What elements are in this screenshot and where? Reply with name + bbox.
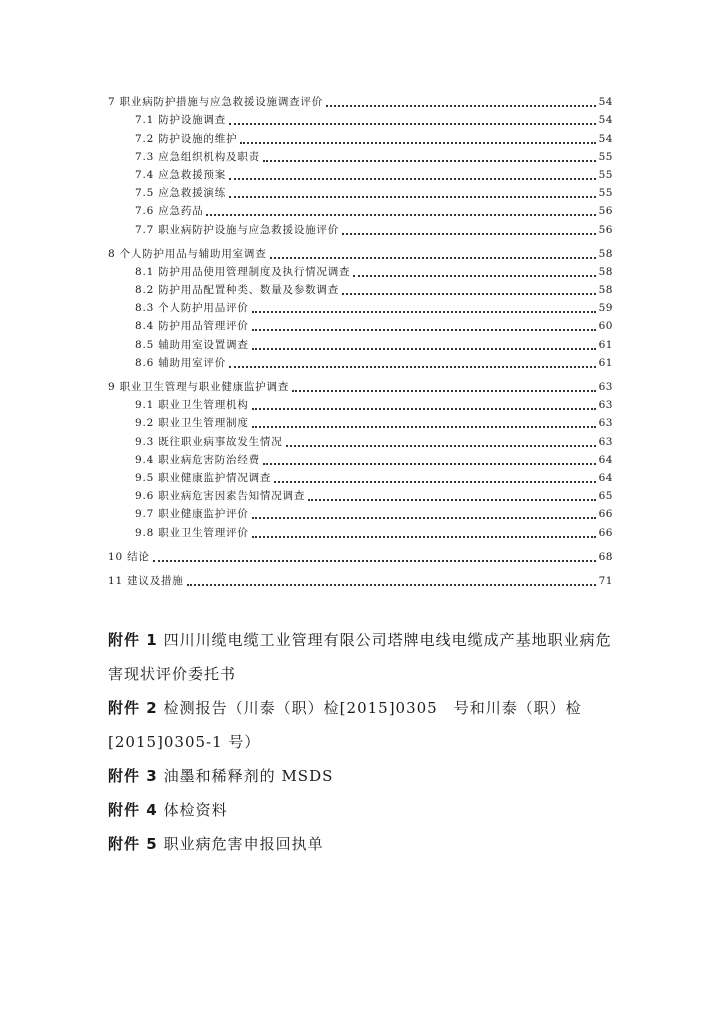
toc-entry-page-number: 71 — [598, 574, 613, 587]
appendix-text: 检测报告（川泰（职）检[2015]0305 号和川泰（职）检[2015]0305-1 号） — [108, 699, 582, 751]
toc-dot-leader — [252, 425, 596, 428]
toc-dot-leader — [252, 328, 596, 331]
toc-entry[interactable] — [108, 317, 613, 335]
toc-dot-leader — [240, 141, 595, 144]
toc-entry-page-number: 66 — [598, 508, 613, 521]
toc-entry[interactable] — [108, 166, 613, 184]
toc-entry-page-number: 64 — [598, 471, 613, 484]
toc-entry-page-number: 64 — [598, 453, 613, 466]
toc-entry[interactable] — [108, 354, 613, 372]
toc-entry-title: 8.6 辅助用室评价 — [135, 356, 227, 369]
toc-entry[interactable] — [108, 414, 613, 432]
appendix-label: 附件 4 — [108, 801, 158, 819]
toc-entry-title: 10 结论 — [108, 550, 150, 563]
appendix-item — [108, 623, 613, 691]
toc-dot-leader — [342, 292, 596, 295]
toc-entry-page-number: 54 — [598, 96, 613, 109]
toc-entry-title: 7.2 防护设施的维护 — [135, 132, 238, 145]
toc-entry-page-number: 55 — [598, 168, 613, 181]
toc-dot-leader — [252, 516, 596, 519]
toc-entry-title: 8.1 防护用品使用管理制度及执行情况调查 — [135, 265, 351, 278]
toc-dot-leader — [342, 232, 596, 235]
toc-entry-page-number: 58 — [598, 247, 613, 260]
toc-entry[interactable] — [108, 93, 613, 111]
toc-entry-title: 9.6 职业病危害因素告知情况调查 — [135, 490, 306, 503]
toc-dot-leader — [326, 104, 596, 107]
toc-entry[interactable] — [108, 469, 613, 487]
toc-entry[interactable] — [108, 523, 613, 541]
toc-entry-title: 8.3 个人防护用品评价 — [135, 302, 249, 315]
toc-entry-title: 7 职业病防护措施与应急救援设施调查评价 — [108, 96, 324, 109]
toc-entry-page-number: 58 — [598, 265, 613, 278]
toc-entry-page-number: 58 — [598, 284, 613, 297]
toc-entry-title: 9.2 职业卫生管理制度 — [135, 417, 249, 430]
appendix-item — [108, 827, 613, 861]
toc-entry-title: 9.1 职业卫生管理机构 — [135, 399, 249, 412]
appendix-text: 职业病危害申报回执单 — [163, 835, 324, 853]
toc-dot-leader — [308, 498, 595, 501]
toc-dot-leader — [252, 347, 596, 350]
toc-dot-leader — [286, 444, 596, 447]
table-of-contents — [108, 93, 613, 590]
toc-dot-leader — [153, 559, 596, 562]
toc-dot-leader — [252, 535, 596, 538]
toc-entry-title: 9.8 职业卫生管理评价 — [135, 526, 249, 539]
toc-dot-leader — [206, 213, 595, 216]
toc-entry-title: 8 个人防护用品与辅助用室调查 — [108, 247, 267, 260]
toc-entry-title: 11 建议及措施 — [108, 574, 184, 587]
toc-entry-title: 9.5 职业健康监护情况调查 — [135, 471, 272, 484]
toc-entry-title: 8.5 辅助用室设置调查 — [135, 338, 249, 351]
appendix-label: 附件 2 — [108, 699, 158, 717]
appendix-item — [108, 759, 613, 793]
toc-entry[interactable] — [108, 335, 613, 353]
toc-dot-leader — [229, 122, 596, 125]
toc-entry[interactable] — [108, 505, 613, 523]
toc-entry-page-number: 63 — [598, 435, 613, 448]
toc-entry[interactable] — [108, 245, 613, 263]
toc-entry-page-number: 56 — [598, 223, 613, 236]
toc-entry-title: 9.3 既往职业病事故发生情况 — [135, 435, 283, 448]
toc-entry-page-number: 66 — [598, 526, 613, 539]
toc-entry[interactable] — [108, 487, 613, 505]
toc-entry-title: 9.7 职业健康监护评价 — [135, 508, 249, 521]
toc-entry[interactable] — [108, 129, 613, 147]
appendix-label: 附件 3 — [108, 767, 158, 785]
toc-entry-page-number: 61 — [598, 338, 613, 351]
toc-entry-page-number: 68 — [598, 550, 613, 563]
appendix-text: 油墨和稀释剂的 MSDS — [163, 767, 334, 785]
toc-dot-leader — [252, 310, 596, 313]
toc-entry-title: 8.4 防护用品管理评价 — [135, 320, 249, 333]
toc-entry-title: 9 职业卫生管理与职业健康监护调查 — [108, 381, 290, 393]
toc-dot-leader — [229, 365, 596, 368]
toc-entry[interactable] — [108, 572, 613, 590]
toc-entry-page-number: 60 — [598, 320, 613, 333]
toc-dot-leader — [187, 583, 596, 586]
toc-entry[interactable] — [108, 263, 613, 281]
toc-entry-page-number: 61 — [598, 356, 613, 369]
toc-entry[interactable] — [108, 184, 613, 202]
appendix-text: 体检资料 — [163, 801, 228, 819]
toc-entry-page-number: 54 — [598, 114, 613, 127]
appendix-text: 四川川缆电缆工业管理有限公司塔牌电线电缆成产基地职业病危害现状评价委托书 — [108, 631, 612, 683]
toc-dot-leader — [263, 159, 596, 162]
toc-dot-leader — [353, 274, 595, 277]
toc-entry-title: 7.3 应急组织机构及职责 — [135, 150, 260, 163]
appendix-label: 附件 5 — [108, 835, 158, 853]
toc-entry[interactable] — [108, 299, 613, 317]
toc-entry[interactable] — [108, 220, 613, 238]
toc-entry-title: 7.7 职业病防护设施与应急救援设施评价 — [135, 223, 340, 236]
toc-entry-page-number: 55 — [598, 187, 613, 200]
toc-entry-page-number: 59 — [598, 302, 613, 315]
toc-entry[interactable] — [108, 451, 613, 469]
toc-entry[interactable] — [108, 432, 613, 450]
toc-entry-page-number: 63 — [598, 417, 613, 430]
toc-dot-leader — [229, 195, 596, 198]
toc-dot-leader — [292, 389, 596, 392]
toc-entry-title: 7.1 防护设施调查 — [135, 114, 227, 127]
toc-entry[interactable] — [108, 148, 613, 166]
toc-entry-page-number: 63 — [598, 399, 613, 412]
toc-entry-page-number: 55 — [598, 150, 613, 163]
toc-entry[interactable] — [108, 111, 613, 129]
appendix-item — [108, 691, 613, 759]
toc-entry-page-number: 63 — [598, 381, 613, 393]
toc-entry[interactable] — [108, 378, 613, 396]
toc-entry[interactable] — [108, 396, 613, 414]
toc-entry-page-number: 65 — [598, 490, 613, 503]
appendix-item — [108, 793, 613, 827]
toc-dot-leader — [263, 462, 596, 465]
toc-dot-leader — [229, 177, 596, 180]
toc-entry-title: 9.4 职业病危害防治经费 — [135, 453, 260, 466]
appendix-label: 附件 1 — [108, 631, 158, 649]
toc-entry-title: 7.5 应急救援演练 — [135, 187, 227, 200]
appendix-list — [108, 623, 613, 861]
toc-entry-title: 8.2 防护用品配置种类、数量及参数调查 — [135, 284, 340, 297]
toc-entry[interactable] — [108, 202, 613, 220]
toc-entry[interactable] — [108, 281, 613, 299]
toc-entry-page-number: 56 — [598, 205, 613, 218]
toc-entry-title: 7.4 应急救援预案 — [135, 168, 227, 181]
toc-dot-leader — [270, 256, 596, 259]
toc-dot-leader — [252, 407, 596, 410]
toc-entry[interactable] — [108, 548, 613, 566]
toc-dot-leader — [274, 480, 595, 483]
toc-entry-title: 7.6 应急药品 — [135, 205, 204, 218]
toc-entry-page-number: 54 — [598, 132, 613, 145]
